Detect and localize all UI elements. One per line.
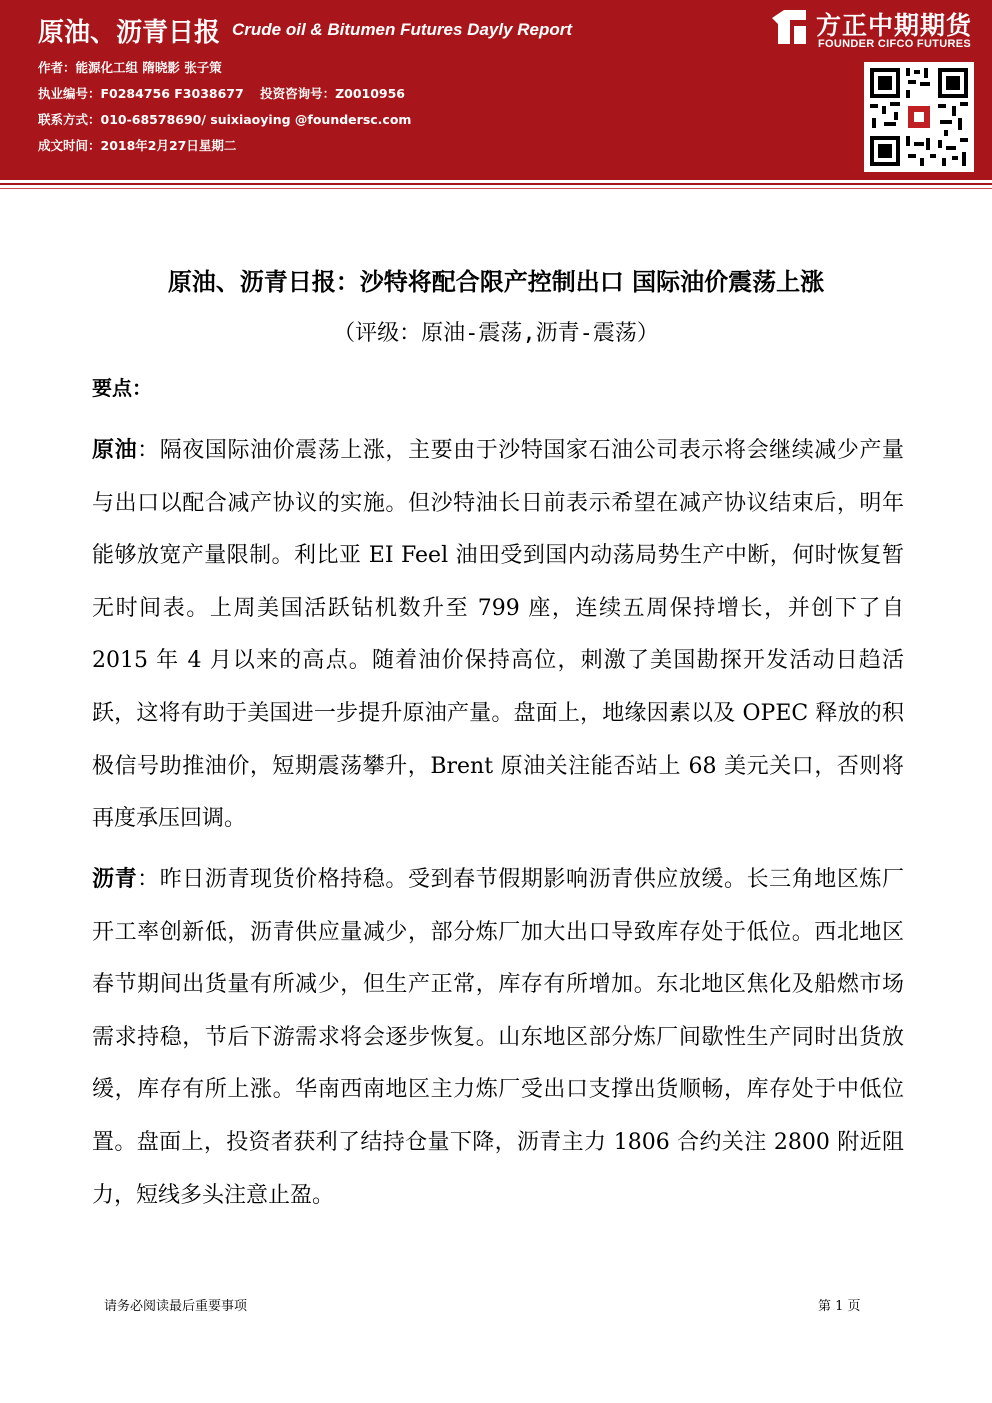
company-name-cn: 方正中期期货: [816, 11, 973, 40]
advisory-number: 投资咨询号：Z0010956: [260, 86, 406, 101]
key-points-heading: 要点：: [92, 376, 152, 400]
crude-oil-text: ：隔夜国际油价震荡上涨，主要由于沙特国家石油公司表示将会继续减少产量与出口以配合减产协议的实施。但沙特油长日前表示希望在减产协议结束后，明年能够放宽产量限制。利比亚 EI Feel 油田受到国内动荡局势生产中断，何时恢复暂无时间表。上周美国活跃钻机数升至 799 座，连续五周保持增长，并创下了自 2015 年 4 月以来的高点。随着油价保持高位，刺激了美国勘探开发活动日趋活跃，这将有助于美国进一步提升原油产量。盘面上，地缘因素以及 OPEC 释放的积极信号助推油价，短期震荡攀升，Brent 原油关注能否站上 68 美元关口，否则将再度承压回调。: [92, 438, 904, 832]
document-title: 原油、沥青日报：沙特将配合限产控制出口 国际油价震荡上涨: [167, 268, 825, 296]
bitumen-text: ：昨日沥青现货价格持稳。受到春节假期影响沥青供应放缓。长三角地区炼厂开工率创新低，沥青供应量减少，部分炼厂加大出口导致库存处于低位。西北地区春节期间出货量有所减少，但生产正常，库存有所增加。东北地区焦化及船燃市场需求持稳，节后下游需求将会逐步恢复。山东地区部分炼厂间歇性生产同时出货放缓，库存有所上涨。华南西南地区主力炼厂受出口支撑出货顺畅，库存处于中低位置。盘面上，投资者获利了结持仓量下降，沥青主力 1806 合约关注 2800 附近阻力，短线多头注意止盈。: [92, 867, 904, 1208]
footer-notice: 请务必阅读最后重要事项: [104, 1299, 248, 1314]
report-header: [0, 0, 992, 180]
license-line: [38, 84, 417, 102]
company-name-en: FOUNDER CIFCO FUTURES: [818, 38, 971, 50]
contact-line: 联系方式：010-68578690/ suixiaoying @foundersc.com: [38, 112, 412, 127]
qr-code-icon[interactable]: [864, 62, 974, 172]
rating-line: （评级：原油-震荡,沥青-震荡）: [333, 321, 659, 346]
license-number: 执业编号：F0284756 F3038677: [38, 86, 244, 101]
report-title-en: Crude oil & Bitumen Futures Dayly Report: [232, 20, 573, 39]
date-line: 成文时间：2018年2月27日星期二: [38, 138, 237, 153]
header-divider: [0, 183, 992, 185]
crude-oil-label: 原油: [92, 438, 138, 463]
crude-oil-paragraph: [92, 425, 904, 846]
page-number: 第 1 页: [818, 1299, 861, 1314]
report-title-cn: 原油、沥青日报: [38, 18, 221, 48]
founder-logo-icon: [770, 8, 808, 46]
header-divider-thin: [0, 188, 992, 189]
bitumen-label: 沥青: [92, 867, 138, 892]
author-line: 作者：能源化工组 隋晓影 张子策: [38, 60, 222, 75]
bitumen-paragraph: [92, 854, 904, 1222]
